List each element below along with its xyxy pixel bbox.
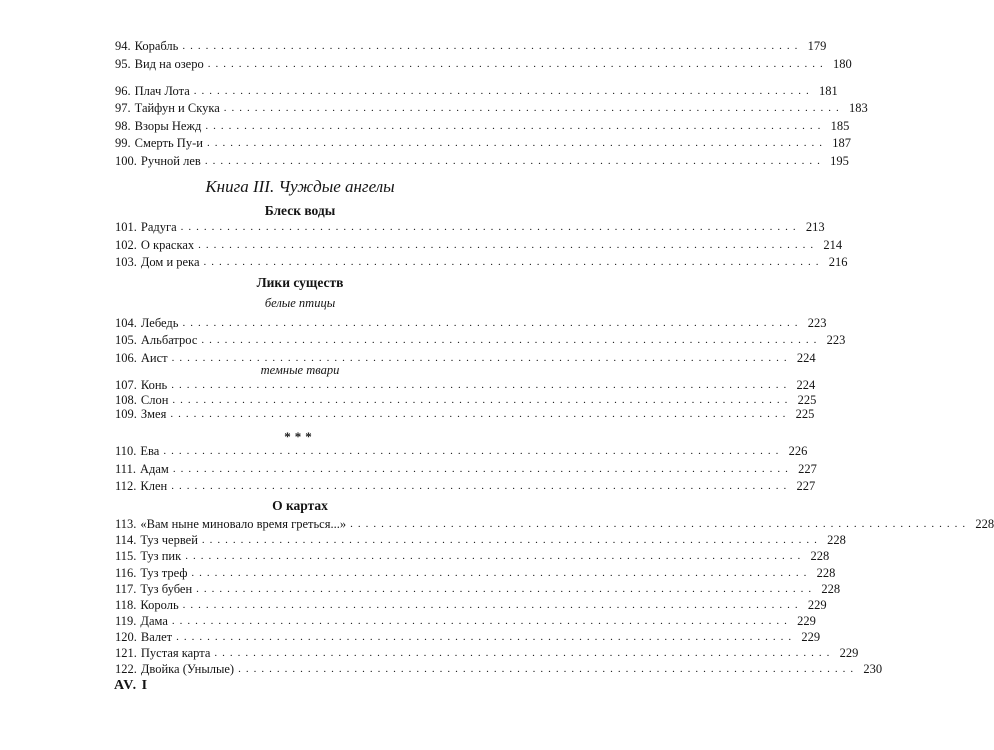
section-separator: *** (284, 429, 316, 444)
entry-title: Конь (140, 378, 168, 392)
entry-title: Туз бубен (140, 582, 193, 596)
entry-title: Плач Лота (134, 84, 190, 98)
entry-page: 183 (849, 101, 868, 115)
entry-title: Двойка (Унылые) (140, 662, 235, 676)
dot-leader: ................................................................................ (182, 599, 803, 611)
entry-number: 107. (115, 378, 137, 392)
section-title: Блеск воды (264, 203, 336, 218)
dot-leader: ................................................................................ (171, 379, 792, 391)
entry-number: 106. (115, 351, 137, 365)
dot-leader: ................................................................................ (176, 631, 797, 643)
entry-title: Слон (140, 393, 169, 407)
dot-leader: ................................................................................ (204, 155, 825, 167)
entry-number: 119. (115, 614, 137, 628)
entry-page: 229 (839, 646, 859, 660)
entry-number: 110. (115, 444, 137, 458)
dot-leader: ................................................................................ (206, 137, 827, 149)
entry-page: 213 (805, 220, 825, 234)
entry-page: 223 (826, 333, 846, 347)
entry-page: 228 (816, 566, 836, 580)
entry-page: 223 (807, 316, 827, 330)
dot-leader: ................................................................................ (193, 85, 814, 97)
entry-number: 104. (115, 316, 137, 330)
dot-leader: ................................................................................ (350, 518, 971, 530)
entry-title: Туз червей (140, 533, 198, 547)
section-title: О картах (272, 498, 328, 513)
toc-entry (115, 133, 851, 151)
entry-title: «Вам ныне миновало время греться...» (140, 517, 347, 531)
entry-page: 226 (788, 444, 808, 458)
toc-entry (115, 476, 816, 494)
entry-number: 105. (115, 333, 137, 347)
dot-leader: ................................................................................ (172, 394, 793, 406)
entry-page: 195 (830, 154, 849, 168)
dot-leader: ................................................................................ (223, 102, 844, 114)
entry-page: 225 (795, 407, 815, 421)
entry-number: 97. (115, 101, 131, 115)
entry-page: 224 (796, 378, 816, 392)
entry-number: 120. (115, 630, 137, 644)
dot-leader: ................................................................................ (191, 567, 812, 579)
toc-entry (115, 404, 815, 422)
entry-title: Ручной лев (140, 154, 201, 168)
entry-number: 115. (115, 549, 137, 563)
entry-page: 224 (796, 351, 816, 365)
entry-number: 99. (115, 136, 131, 150)
toc-entry (115, 116, 850, 134)
toc-entry (115, 217, 825, 235)
toc-entry (115, 252, 848, 270)
entry-number: 100. (115, 154, 137, 168)
entry-number: 95. (115, 57, 131, 71)
section-title: Лики существ (256, 275, 344, 290)
entry-page: 228 (827, 533, 846, 547)
entry-title: О красках (140, 238, 195, 252)
entry-page: 230 (863, 662, 883, 676)
entry-number: 109. (115, 407, 137, 421)
entry-page: 179 (807, 39, 827, 53)
dot-leader: ................................................................................ (207, 58, 828, 70)
dot-leader: ................................................................................ (238, 663, 859, 675)
toc-entry (115, 81, 838, 99)
entry-number: 111. (115, 462, 136, 476)
subsection-title: темные твари (260, 363, 340, 377)
dot-leader: ................................................................................ (182, 40, 803, 52)
entry-page: 227 (798, 462, 817, 476)
entry-title: Дама (140, 614, 168, 628)
dot-leader: ................................................................................ (163, 445, 784, 457)
dot-leader: ................................................................................ (214, 647, 835, 659)
entry-title: Змея (140, 407, 167, 421)
entry-number: 103. (115, 255, 137, 269)
entry-page: 227 (796, 479, 816, 493)
entry-number: 102. (115, 238, 137, 252)
toc-entry (115, 441, 808, 459)
entry-number: 113. (115, 517, 137, 531)
entry-title: Ева (140, 444, 160, 458)
dot-leader: ................................................................................ (171, 352, 792, 364)
dot-leader: ................................................................................ (201, 334, 822, 346)
toc-entry (115, 330, 846, 348)
toc-entry (115, 546, 830, 564)
dot-leader: ................................................................................ (182, 317, 803, 329)
entry-title: Тайфун и Скука (134, 101, 220, 115)
dot-leader: ................................................................................ (180, 221, 801, 233)
dot-leader: ................................................................................ (203, 256, 824, 268)
dot-leader: ................................................................................ (201, 534, 822, 546)
entry-title: Туз треф (140, 566, 188, 580)
entry-title: Король (140, 598, 179, 612)
entry-title: Туз пик (140, 549, 182, 563)
toc-entry (115, 459, 817, 477)
entry-title: Радуга (140, 220, 177, 234)
entry-title: Валет (140, 630, 173, 644)
toc-entry (115, 54, 852, 72)
toc-entry (115, 659, 883, 677)
entry-number: 98. (115, 119, 131, 133)
entry-page: 180 (833, 57, 852, 71)
entry-number: 94. (115, 39, 131, 53)
entry-number: 118. (115, 598, 137, 612)
entry-page: 225 (797, 393, 817, 407)
entry-number: 117. (115, 582, 137, 596)
entry-number: 121. (115, 646, 137, 660)
subsection-title: белые птицы (264, 296, 336, 310)
entry-number: 116. (115, 566, 137, 580)
entry-title: Лебедь (140, 316, 179, 330)
toc-entry (115, 36, 827, 54)
entry-title: Клен (140, 479, 168, 493)
dot-leader: ................................................................................ (198, 239, 819, 251)
toc-entry (115, 151, 849, 169)
entry-title: Пустая карта (140, 646, 211, 660)
entry-page: 229 (801, 630, 821, 644)
entry-page: 228 (975, 517, 994, 531)
entry-number: 101. (115, 220, 137, 234)
entry-title: Дом и река (140, 255, 200, 269)
entry-page: 228 (821, 582, 841, 596)
dot-leader: ................................................................................ (185, 550, 806, 562)
entry-page: 229 (807, 598, 827, 612)
toc-entry (115, 98, 868, 116)
entry-title: Аист (140, 351, 168, 365)
entry-title: Адам (139, 462, 169, 476)
entry-page: 187 (832, 136, 851, 150)
dot-leader: ................................................................................ (170, 408, 791, 420)
entry-page: 181 (819, 84, 838, 98)
dot-leader: ................................................................................ (205, 120, 826, 132)
dot-leader: ................................................................................ (171, 615, 792, 627)
entry-title: Смерть Пу-и (134, 136, 203, 150)
dot-leader: ................................................................................ (196, 583, 817, 595)
entry-number: 122. (115, 662, 137, 676)
entry-page: 185 (830, 119, 850, 133)
entry-number: 96. (115, 84, 131, 98)
entry-title: Взоры Нежд (134, 119, 202, 133)
toc-entry (115, 313, 827, 331)
book-title: Книга III. Чуждые ангелы (205, 177, 395, 196)
entry-number: 108. (115, 393, 137, 407)
entry-title: Альбатрос (140, 333, 198, 347)
entry-number: 114. (115, 533, 137, 547)
entry-page: 228 (810, 549, 830, 563)
entry-title: Вид на озеро (134, 57, 204, 71)
dot-leader: ................................................................................ (171, 480, 792, 492)
entry-title: Корабль (134, 39, 179, 53)
entry-page: 229 (797, 614, 816, 628)
entry-page: 214 (823, 238, 843, 252)
toc-entry (115, 235, 843, 253)
dot-leader: ................................................................................ (172, 463, 793, 475)
entry-number: 112. (115, 479, 137, 493)
entry-page: 216 (828, 255, 848, 269)
signature-mark: AV. I (114, 678, 149, 693)
